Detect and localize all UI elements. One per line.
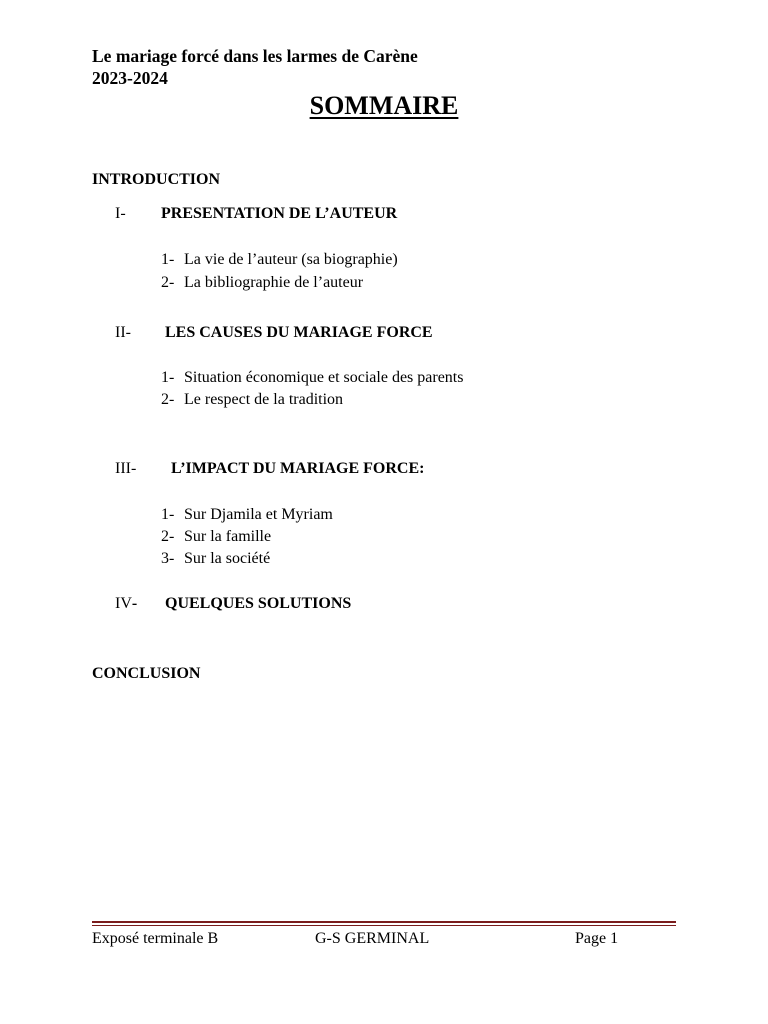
list-item: 1- Sur Djamila et Myriam (161, 506, 333, 523)
list-item: 2- Sur la famille (161, 528, 272, 545)
page-number: Page 1 (575, 930, 619, 947)
footer-rule (92, 925, 676, 926)
section-number: I- (115, 205, 126, 222)
section-title: QUELQUES SOLUTIONS (165, 595, 352, 612)
footer-left: Exposé terminale B (92, 930, 219, 947)
section-title: L’IMPACT DU MARIAGE FORCE: (171, 460, 425, 477)
section-number: III- (115, 460, 137, 477)
section-title: LES CAUSES DU MARIAGE FORCE (165, 324, 433, 341)
document-title: Le mariage forcé dans les larmes de Carène (92, 46, 418, 66)
footer-center: G-S GERMINAL (315, 930, 430, 947)
section-number: IV- (115, 595, 138, 612)
section-title: PRESENTATION DE L’AUTEUR (161, 205, 398, 222)
section-number: II- (115, 324, 131, 341)
list-item: 1- La vie de l’auteur (sa biographie) (161, 251, 398, 268)
list-item: 1- Situation économique et sociale des parents (161, 369, 464, 386)
list-item: 2- Le respect de la tradition (161, 391, 344, 408)
page-heading: SOMMAIRE (309, 91, 459, 120)
footer-rule (92, 921, 676, 923)
document-year: 2023-2024 (92, 68, 168, 88)
conclusion-label: CONCLUSION (92, 665, 201, 682)
introduction-label: INTRODUCTION (92, 171, 221, 188)
list-item: 3- Sur la société (161, 550, 271, 567)
list-item: 2- La bibliographie de l’auteur (161, 274, 364, 291)
